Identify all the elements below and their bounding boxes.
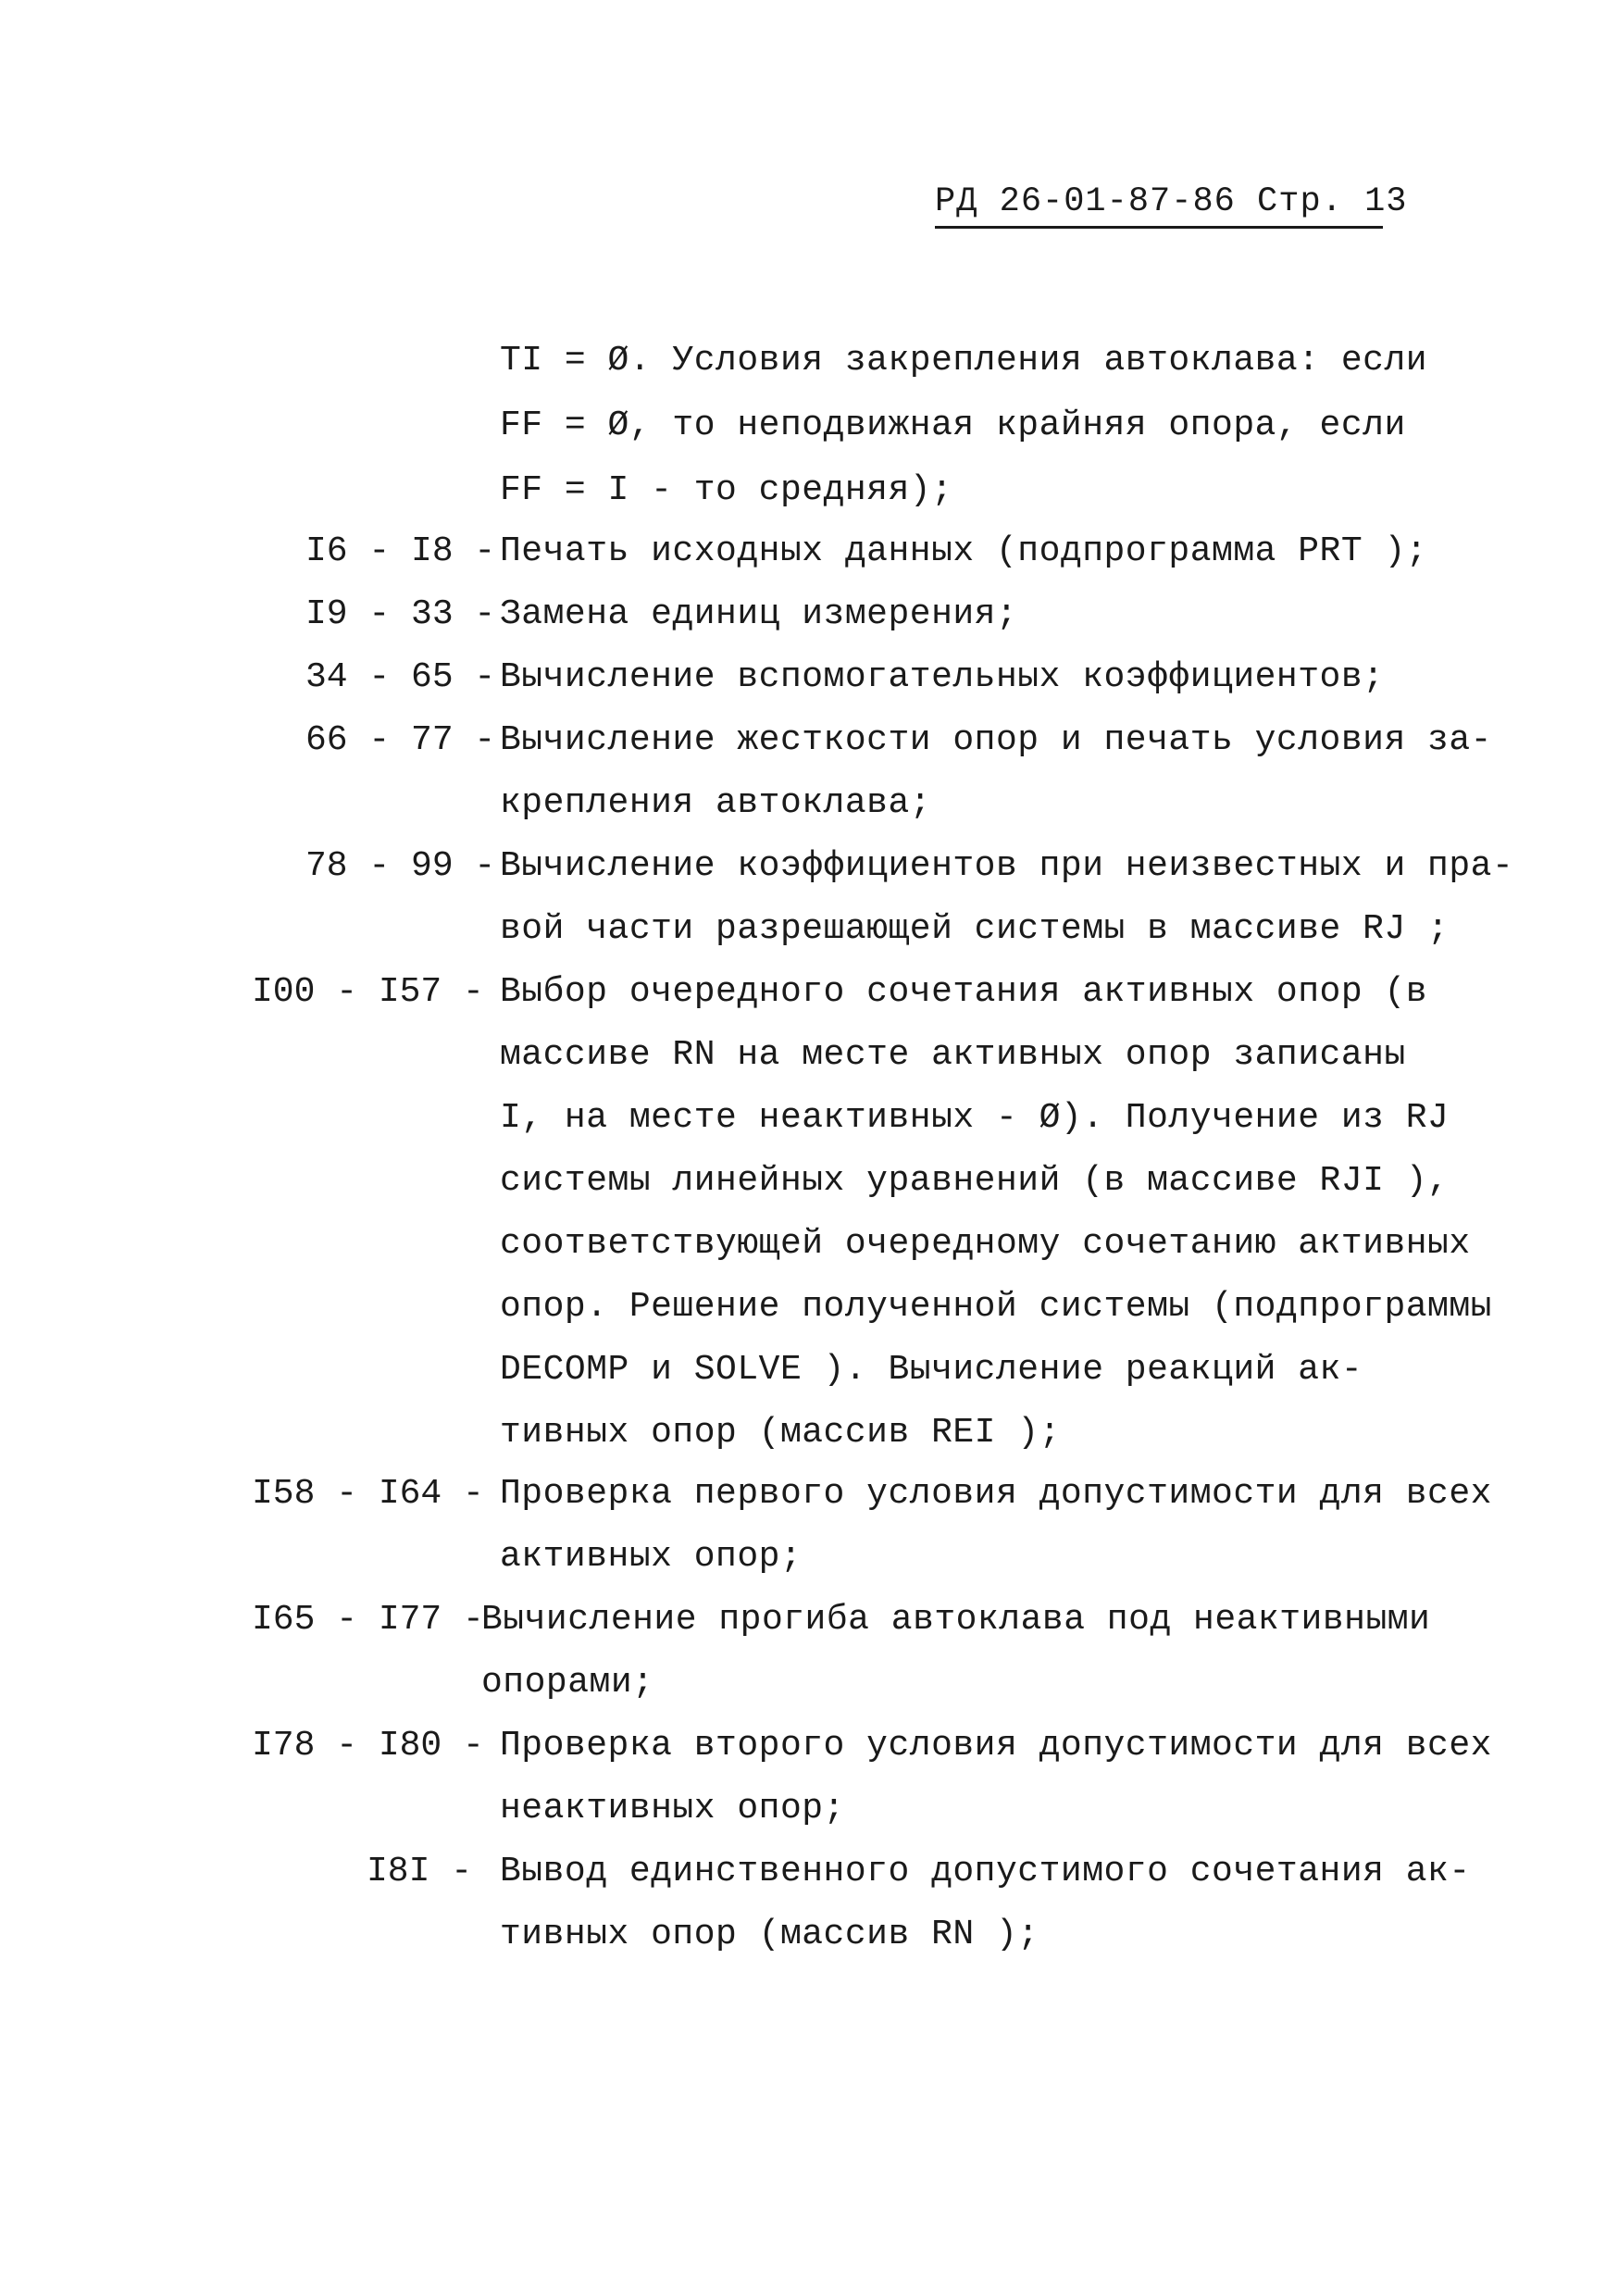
entry-text: тивных опор (массив REI ); <box>500 1413 1061 1453</box>
entry-text: Вывод единственного допустимого сочетания ак- <box>500 1852 1471 1891</box>
intro-line: TI = Ø. Условия закрепления автоклава: если <box>500 341 1428 381</box>
intro-line: FF = I - то средняя); <box>500 470 953 510</box>
entry-text: крепления автоклава; <box>500 783 932 823</box>
entry-text: Проверка второго условия допустимости для всех <box>500 1726 1492 1766</box>
entry-text: Вычисление коэффициентов при неизвестных и пра- <box>500 846 1514 886</box>
entry-text: DECOMP и SOLVE ). Вычисление реакций ак- <box>500 1350 1363 1390</box>
entry-text: Вычисление жесткости опор и печать условия за- <box>500 720 1492 760</box>
entry-text: массиве RN на месте активных опор записаны <box>500 1035 1406 1075</box>
intro-line: FF = Ø, то неподвижная крайняя опора, если <box>500 406 1406 445</box>
line-range: 78 - 99 - <box>305 846 496 886</box>
line-range: I65 - I77 - <box>252 1600 484 1640</box>
line-range: I8I - <box>367 1852 473 1891</box>
entry-text: Проверка первого условия допустимости для всех <box>500 1474 1492 1514</box>
entry-text: Вычисление вспомогательных коэффициентов; <box>500 657 1385 697</box>
line-range: 34 - 65 - <box>305 657 496 697</box>
line-range: I00 - I57 - <box>252 972 484 1012</box>
line-range: I9 - 33 - <box>305 594 496 634</box>
entry-text: вой части разрешающей системы в массиве RJ ; <box>500 909 1450 949</box>
entry-text: Вычисление прогиба автоклава под неактивными <box>481 1600 1431 1640</box>
entry-text: опор. Решение полученной системы (подпрограммы <box>500 1287 1492 1327</box>
entry-text: неактивных опор; <box>500 1789 845 1828</box>
entry-text: Печать исходных данных (подпрограмма PRT ); <box>500 531 1428 571</box>
line-range: 66 - 77 - <box>305 720 496 760</box>
line-range: I78 - I80 - <box>252 1726 484 1766</box>
line-range: I6 - I8 - <box>305 531 496 571</box>
entry-text: Замена единиц измерения; <box>500 594 1018 634</box>
entry-text: Выбор очередного сочетания активных опор (в <box>500 972 1428 1012</box>
entry-text: системы линейных уравнений (в массиве RJI ), <box>500 1161 1450 1201</box>
entry-text: опорами; <box>481 1663 654 1703</box>
entry-text: тивных опор (массив RN ); <box>500 1915 1039 1954</box>
entry-text: активных опор; <box>500 1537 803 1577</box>
entry-text: I, на месте неактивных - Ø). Получение из RJ <box>500 1098 1450 1138</box>
entry-text: соответствующей очередному сочетанию активных <box>500 1224 1471 1264</box>
line-range: I58 - I64 - <box>252 1474 484 1514</box>
page-header: РД 26-01-87-86 Стр. 13 <box>935 181 1383 229</box>
